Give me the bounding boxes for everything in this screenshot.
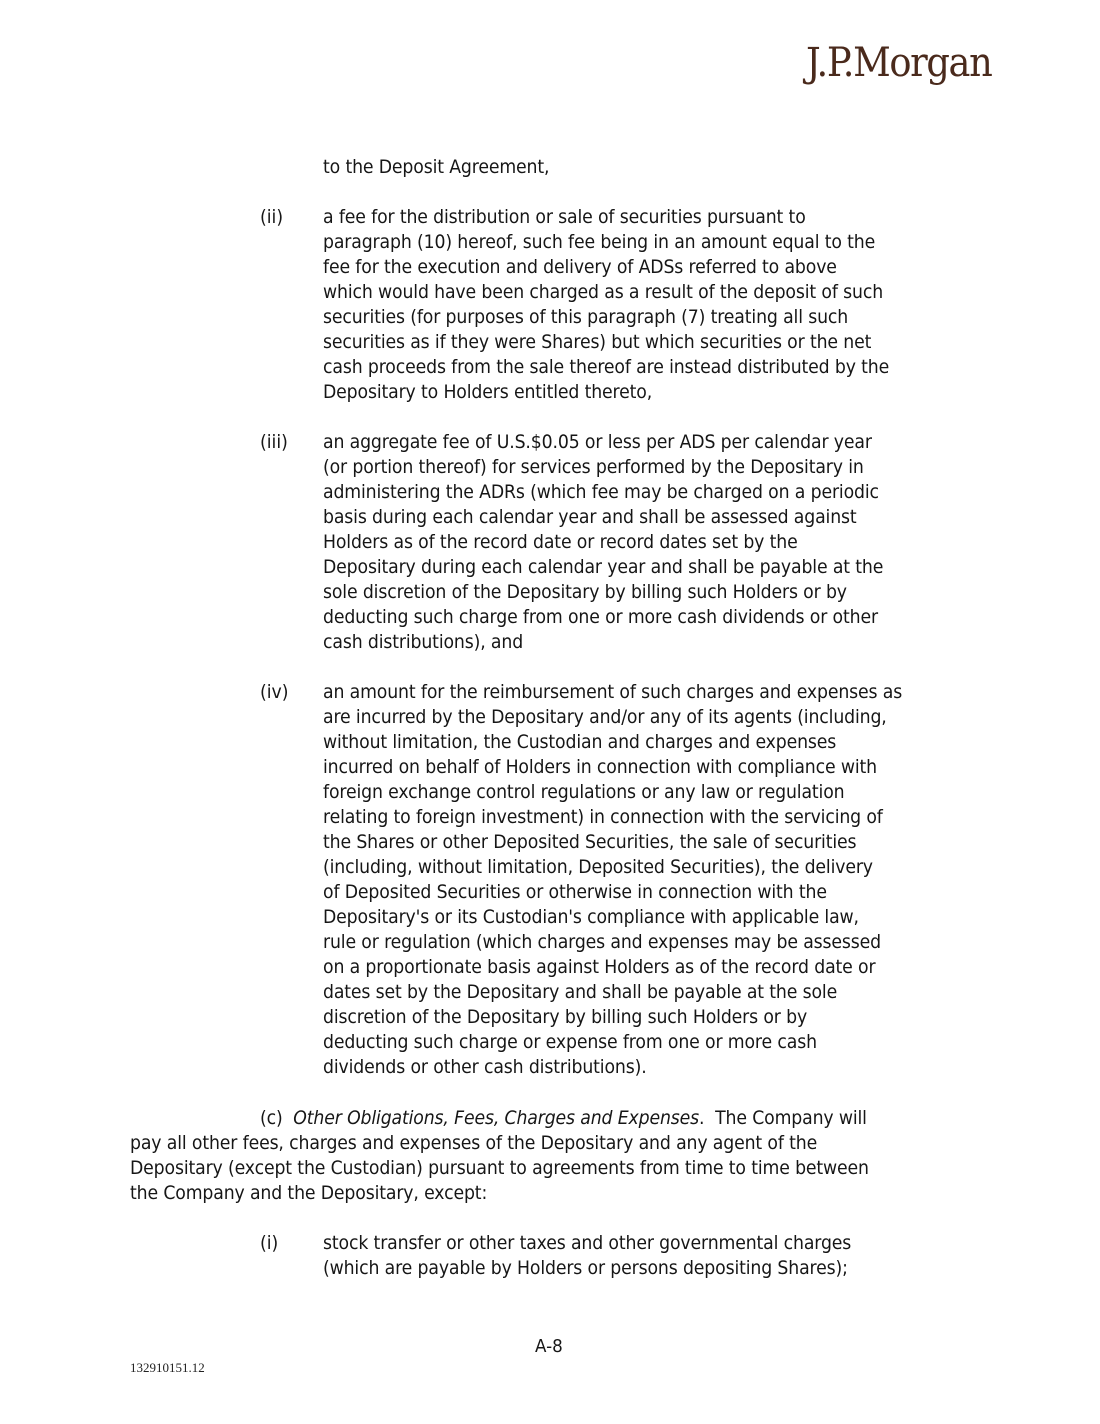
text-line: cash distributions), and [323,632,524,653]
item-label-ii: (ii) [260,207,284,228]
section-c-first-line [260,1106,867,1131]
text-line: deducting such charge or expense from one or more cash [323,1032,817,1053]
item-label-iv: (iv) [260,682,289,703]
item-label-iii: (iii) [260,432,288,453]
document-id: 132910151.12 [130,1360,205,1375]
text-line: without limitation, the Custodian and charges and expenses [323,732,837,753]
text-line: fee for the execution and delivery of ADSs referred to above [323,257,837,278]
text-line: incurred on behalf of Holders in connection with compliance with [323,757,877,778]
item-text-iv [323,680,902,1080]
text-line: Holders as of the record date or record dates set by the [323,532,798,553]
text-line: a fee for the distribution or sale of securities pursuant to [323,207,806,228]
text-line: cash proceeds from the sale thereof are instead distributed by the [323,357,890,378]
text-line: to the Deposit Agreement, [323,157,550,178]
text-line: relating to foreign investment) in connection with the servicing of [323,807,883,828]
text-line: Depositary's or its Custodian's compliance with applicable law, [323,907,859,928]
text-line: basis during each calendar year and shall be assessed against [323,507,857,528]
text-line: are incurred by the Depositary and/or any of its agents (including, [323,707,887,728]
text-line: (including, without limitation, Deposited Securities), the delivery [323,857,873,878]
text-line: an amount for the reimbursement of such charges and expenses as [323,682,903,703]
item-text-ii [323,205,889,405]
section-c-first-line-rest: . The Company will [699,1108,867,1129]
text-line: (or portion thereof) for services performed by the Depositary in [323,457,864,478]
continuation-text [323,155,549,180]
text-line: the Company and the Depositary, except: [130,1183,488,1204]
text-line: paragraph (10) hereof, such fee being in an amount equal to the [323,232,876,253]
text-line: stock transfer or other taxes and other governmental charges [323,1233,852,1254]
text-line: administering the ADRs (which fee may be charged on a periodic [323,482,879,503]
text-line: the Shares or other Deposited Securities, the sale of securities [323,832,857,853]
text-line: of Deposited Securities or otherwise in connection with the [323,882,827,903]
section-c-body [130,1131,869,1206]
text-line: Depositary (except the Custodian) pursuant to agreements from time to time between [130,1158,869,1179]
text-line: foreign exchange control regulations or any law or regulation [323,782,845,803]
text-line: dates set by the Depositary and shall be payable at the sole [323,982,838,1003]
text-line: Depositary to Holders entitled thereto, [323,382,653,403]
item-text-i [323,1231,851,1281]
text-line: Depositary during each calendar year and shall be payable at the [323,557,884,578]
text-line: on a proportionate basis against Holders as of the record date or [323,957,876,978]
item-text-iii [323,430,883,655]
text-line: sole discretion of the Depositary by billing such Holders or by [323,582,847,603]
text-line: securities as if they were Shares) but which securities or the net [323,332,872,353]
section-c-heading: Other Obligations, Fees, Charges and Expenses [293,1108,700,1129]
text-line: dividends or other cash distributions). [323,1057,647,1078]
text-line: securities (for purposes of this paragraph (7) treating all such [323,307,849,328]
item-label-i: (i) [260,1233,279,1254]
text-line: deducting such charge from one or more cash dividends or other [323,607,878,628]
text-line: discretion of the Depositary by billing such Holders or by [323,1007,808,1028]
jpmorgan-logo: J.P.Morgan [806,40,992,86]
page-number: A-8 [535,1336,563,1357]
text-line: rule or regulation (which charges and expenses may be assessed [323,932,881,953]
text-line: which would have been charged as a result of the deposit of such [323,282,884,303]
text-line: pay all other fees, charges and expenses of the Depositary and any agent of the [130,1133,818,1154]
text-line: an aggregate fee of U.S.$0.05 or less per ADS per calendar year [323,432,872,453]
section-c-marker: (c) [260,1108,283,1129]
text-line: (which are payable by Holders or persons depositing Shares); [323,1258,848,1279]
